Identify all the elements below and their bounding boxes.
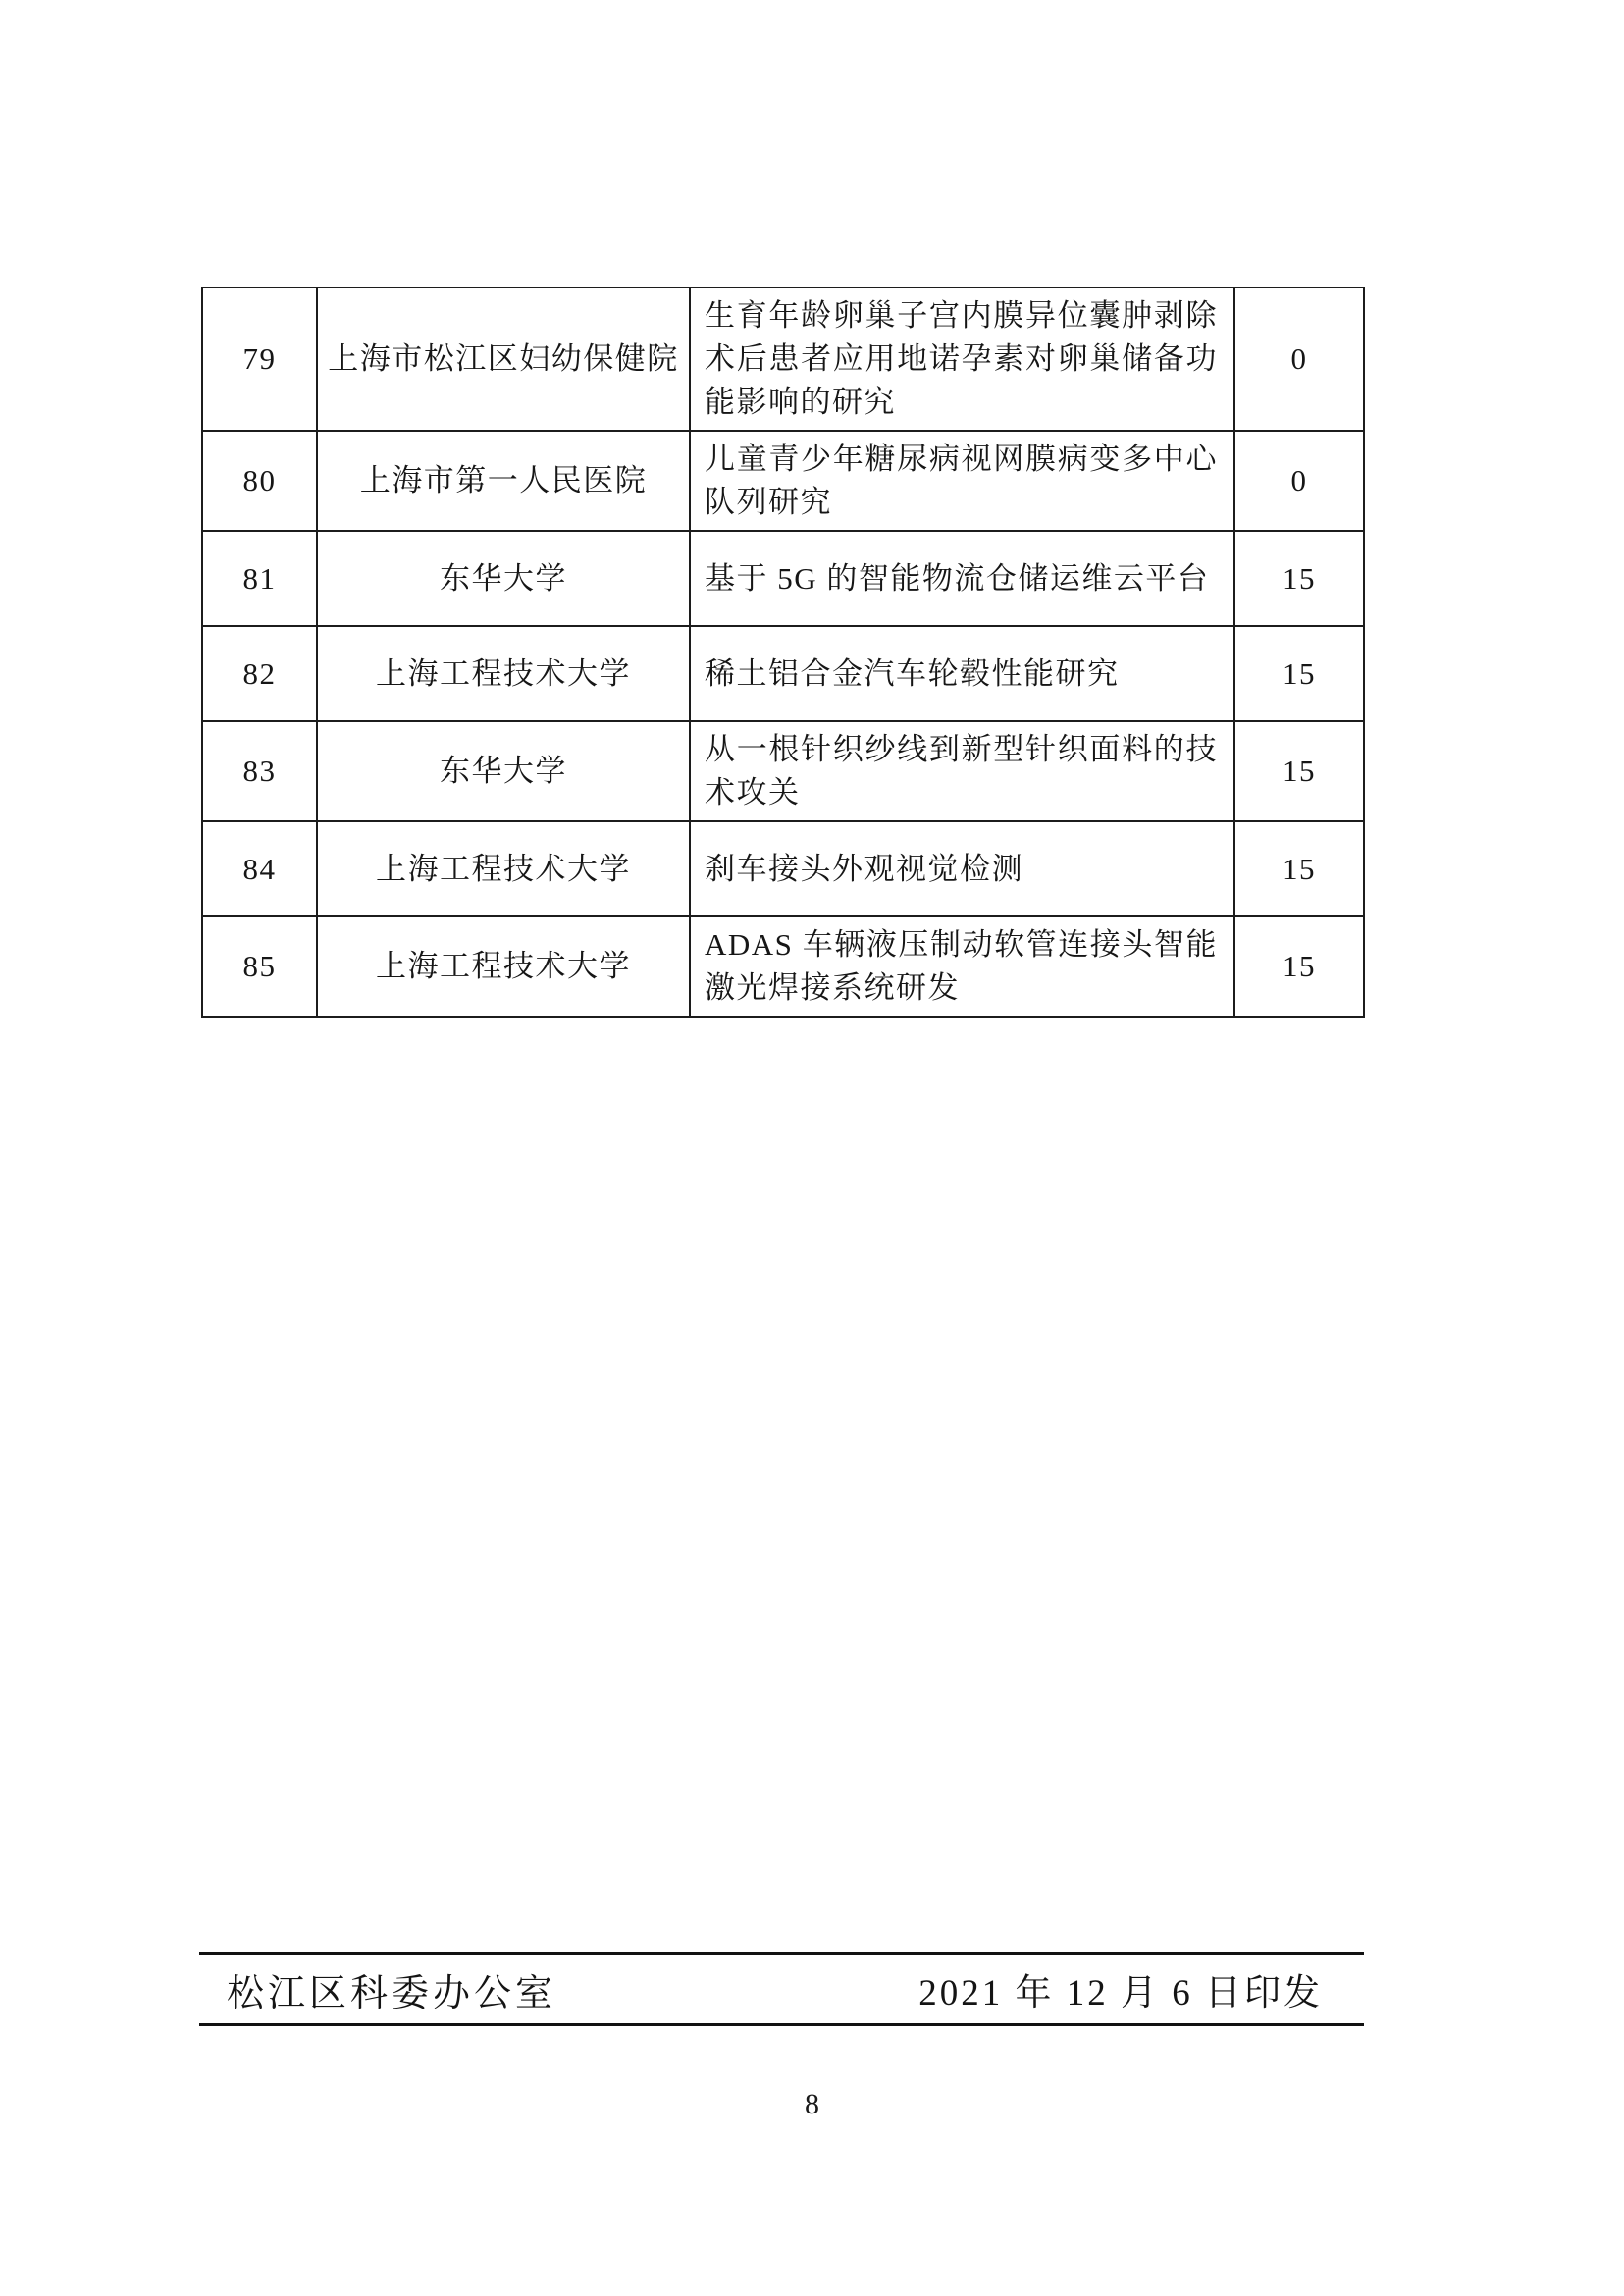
table-row	[202, 431, 1364, 531]
table-row	[202, 916, 1364, 1017]
table-row	[202, 287, 1364, 431]
footer-print-date: 2021 年 12 月 6 日印发	[918, 1973, 1323, 2013]
cell-seq: 85	[202, 916, 317, 1017]
cell-score: 15	[1234, 821, 1364, 916]
cell-seq: 82	[202, 626, 317, 721]
cell-seq: 80	[202, 431, 317, 531]
cell-title: 基于 5G 的智能物流仓储运维云平台	[690, 531, 1234, 626]
cell-score: 0	[1234, 287, 1364, 431]
cell-institution: 东华大学	[317, 531, 690, 626]
table-row	[202, 821, 1364, 916]
document-footer	[199, 1952, 1364, 2026]
cell-title: 儿童青少年糖尿病视网膜病变多中心队列研究	[690, 431, 1234, 531]
cell-institution: 东华大学	[317, 721, 690, 821]
cell-title: 生育年龄卵巢子宫内膜异位囊肿剥除术后患者应用地诺孕素对卵巢储备功能影响的研究	[690, 287, 1234, 431]
footer-issuing-office: 松江区科委办公室	[227, 1972, 557, 2014]
table-row	[202, 531, 1364, 626]
cell-title: 稀土铝合金汽车轮毂性能研究	[690, 626, 1234, 721]
projects-score-table	[201, 287, 1365, 1018]
page-number: 8	[805, 2088, 819, 2120]
table-row	[202, 626, 1364, 721]
cell-seq: 81	[202, 531, 317, 626]
cell-score: 0	[1234, 431, 1364, 531]
cell-institution: 上海市第一人民医院	[317, 431, 690, 531]
cell-institution: 上海工程技术大学	[317, 821, 690, 916]
cell-title: 从一根针织纱线到新型针织面料的技术攻关	[690, 721, 1234, 821]
cell-seq: 84	[202, 821, 317, 916]
table-row	[202, 721, 1364, 821]
cell-score: 15	[1234, 626, 1364, 721]
cell-title: 刹车接头外观视觉检测	[690, 821, 1234, 916]
cell-score: 15	[1234, 531, 1364, 626]
cell-institution: 上海市松江区妇幼保健院	[317, 287, 690, 431]
cell-score: 15	[1234, 721, 1364, 821]
cell-seq: 83	[202, 721, 317, 821]
cell-title: ADAS 车辆液压制动软管连接头智能激光焊接系统研发	[690, 916, 1234, 1017]
cell-institution: 上海工程技术大学	[317, 916, 690, 1017]
cell-seq: 79	[202, 287, 317, 431]
cell-score: 15	[1234, 916, 1364, 1017]
cell-institution: 上海工程技术大学	[317, 626, 690, 721]
